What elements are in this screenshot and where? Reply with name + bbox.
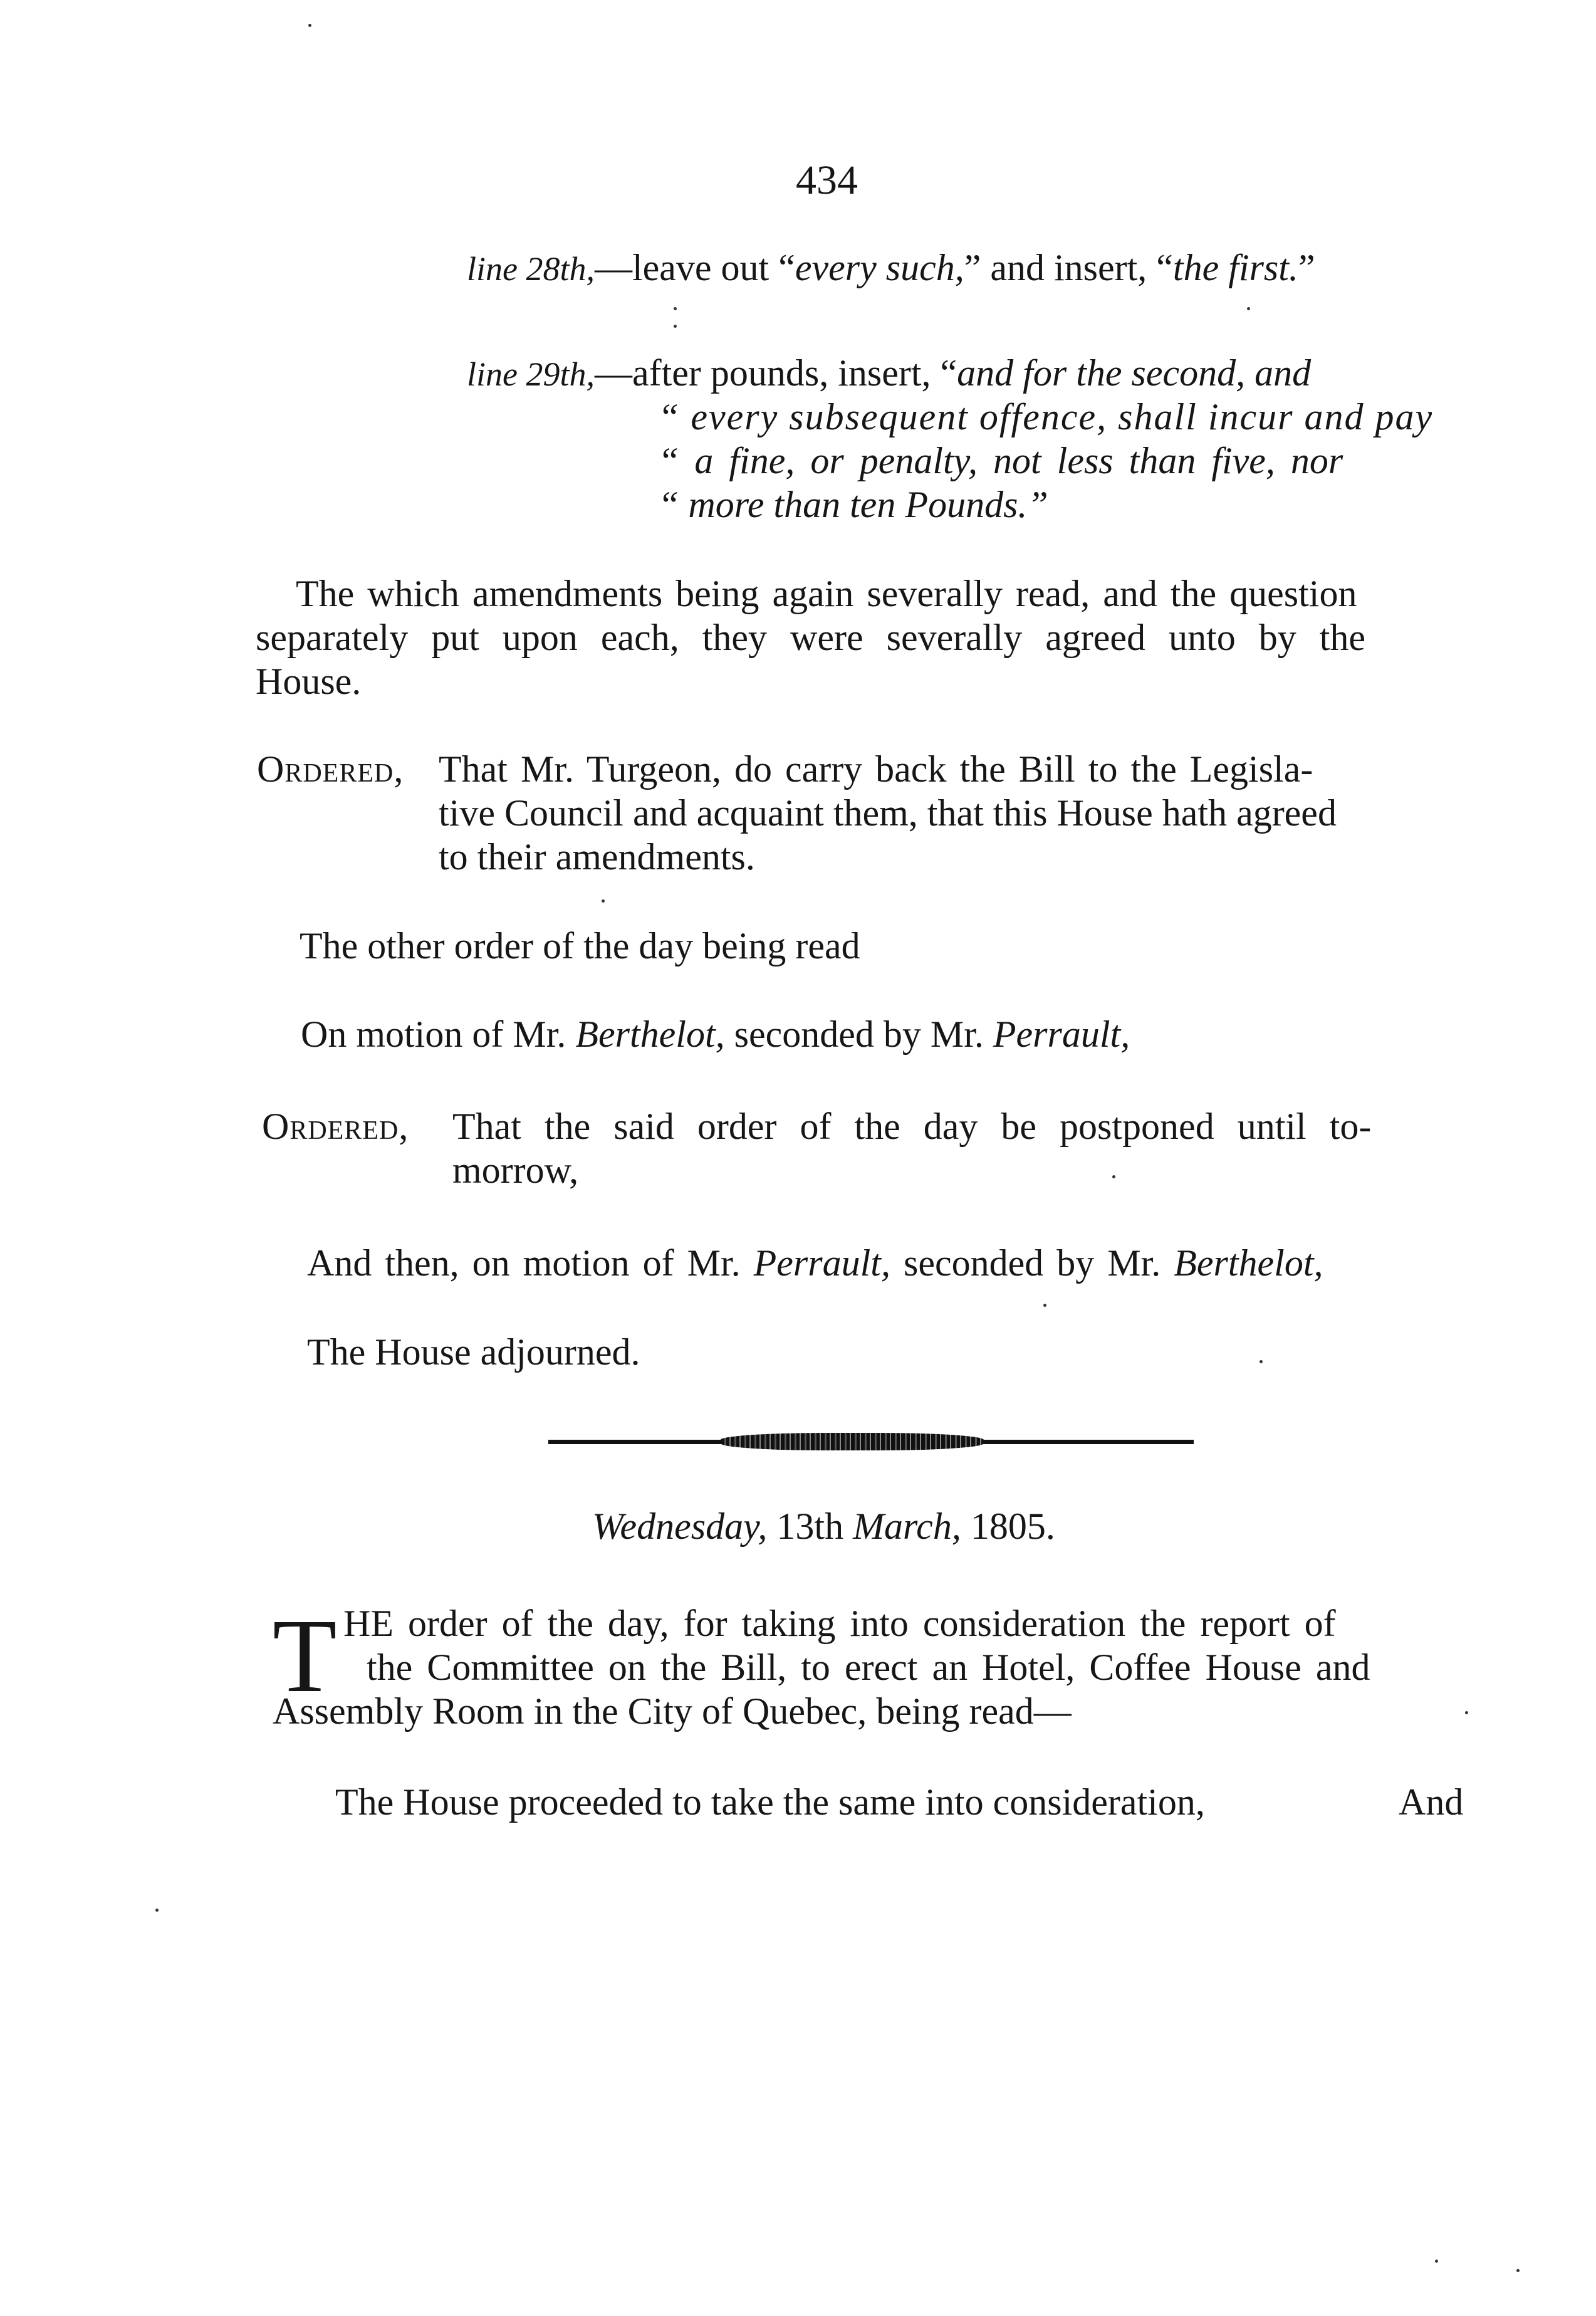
- motion-2-pre: And then, on motion of Mr.: [307, 1242, 754, 1284]
- speck: [602, 899, 605, 903]
- motion-1-pre: On motion of Mr.: [301, 1014, 576, 1055]
- amendment-line-29-sep: —after pounds, insert, “: [594, 352, 957, 394]
- amendment-line-29-label: line 29th,: [467, 355, 595, 393]
- amendment-line-28-sep: —leave out “: [594, 247, 795, 288]
- drop-cap: T: [273, 1598, 337, 1714]
- motion-2: [307, 1241, 1323, 1285]
- speck: [1435, 2260, 1438, 2263]
- section-divider-ornament: [721, 1433, 984, 1450]
- speck: [308, 24, 311, 27]
- ordered-2-line-2: morrow,: [452, 1150, 579, 1191]
- para-new-day-line-1: HE order of the day, for taking into consideration the report of: [343, 1603, 1336, 1644]
- ordered-1-line-1: That Mr. Turgeon, do carry back the Bill to the Legisla-: [439, 748, 1313, 790]
- speck: [1247, 307, 1250, 310]
- date-heading: [592, 1504, 1055, 1548]
- date-year: 1805.: [961, 1506, 1055, 1547]
- amendment-line-29-text-1: and for the second, and: [957, 352, 1312, 394]
- para-amendments-line-1: The which amendments being again severally read, and the question: [296, 573, 1357, 614]
- speck: [155, 1909, 159, 1912]
- amendment-line-28-label: line 28th,: [467, 250, 595, 288]
- speck: [1043, 1304, 1046, 1307]
- date-day: 13th: [767, 1506, 853, 1547]
- amendment-line-28-end: ”: [1298, 247, 1315, 288]
- speck: [1260, 1360, 1263, 1363]
- amendment-line-29-text-4: “ more than ten Pounds.”: [658, 484, 1048, 525]
- para-new-day-line-3: Assembly Room in the City of Quebec, being read—: [273, 1690, 1072, 1732]
- amendment-line-28: [467, 246, 1315, 291]
- para-new-day-line-2: the Committee on the Bill, to erect an Hotel, Coffee House and: [367, 1647, 1370, 1688]
- catchword: And: [1399, 1781, 1464, 1823]
- para-amendments-line-2: separately put upon each, they were severally agreed unto by the: [256, 617, 1366, 658]
- motion-2-seconder: Berthelot,: [1174, 1242, 1323, 1284]
- motion-2-mover: Perrault,: [753, 1242, 890, 1284]
- page-number: 434: [796, 157, 858, 203]
- speck: [674, 307, 677, 310]
- motion-1-mover: Berthelot,: [575, 1014, 725, 1055]
- motion-1-mid: seconded by Mr.: [724, 1014, 993, 1055]
- ordered-1-line-3: to their amendments.: [439, 836, 755, 878]
- ordered-2-line-1: That the said order of the day be postponed until to-: [452, 1106, 1372, 1147]
- date-month: March,: [853, 1506, 961, 1547]
- motion-2-mid: seconded by Mr.: [890, 1242, 1174, 1284]
- ordered-label-1: Ordered,: [257, 748, 404, 790]
- para-amendments-line-3: House.: [256, 661, 362, 702]
- amendment-line-28-old: every such,: [795, 247, 964, 288]
- amendment-line-28-mid: ” and insert, “: [964, 247, 1173, 288]
- house-adjourned: The House adjourned.: [307, 1331, 640, 1373]
- motion-1: [301, 1012, 1130, 1056]
- speck: [1112, 1175, 1115, 1178]
- ordered-label-2: Ordered,: [262, 1106, 409, 1147]
- date-weekday: Wednesday,: [592, 1506, 768, 1547]
- amendment-line-29-text-2: “ every subsequent offence, shall incur and pay: [658, 396, 1434, 438]
- amendment-line-29: [467, 351, 1311, 396]
- speck: [674, 325, 677, 328]
- other-order-line: The other order of the day being read: [300, 925, 860, 967]
- amendment-line-29-text-3: “ a fine, or penalty, not less than five, nor: [658, 440, 1343, 481]
- speck: [1465, 1711, 1468, 1714]
- ordered-1-line-2: tive Council and acquaint them, that this House hath agreed: [439, 792, 1337, 834]
- speck: [1516, 2269, 1520, 2272]
- motion-1-seconder: Perrault,: [993, 1014, 1130, 1055]
- last-line: The House proceeded to take the same into consideration,: [335, 1781, 1205, 1823]
- amendment-line-28-new: the first.: [1172, 247, 1298, 288]
